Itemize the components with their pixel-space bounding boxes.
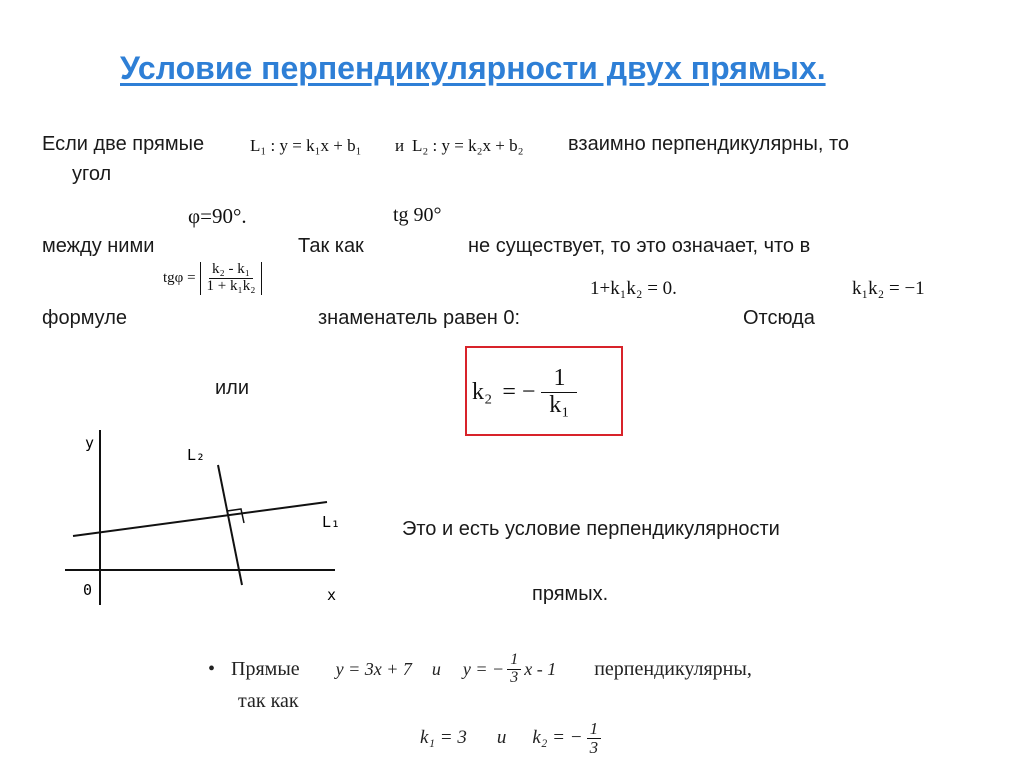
tg-phi-formula: [163, 262, 262, 295]
perpendicular-lines-graph: [55, 425, 355, 610]
result-formula: [472, 352, 577, 432]
example-and: и: [431, 658, 441, 679]
x-label: x: [327, 586, 337, 604]
result-fraction: [541, 366, 577, 417]
example-eq2-suffix: x - 1: [524, 658, 557, 679]
example-eq2-fraction: [507, 652, 521, 687]
bullet-icon: •: [208, 657, 216, 680]
origin-label: 0: [83, 581, 93, 599]
tg90-expression: tg 90°: [393, 204, 442, 226]
result-equals: = −: [502, 378, 536, 405]
tg-numerator: k₂ - k₁: [209, 262, 253, 279]
tg-fraction: [204, 262, 259, 295]
line-L1: [73, 502, 327, 536]
result-denominator: k₁: [549, 391, 570, 418]
angle-word: угол: [72, 163, 112, 185]
example-eq2-den: 3: [510, 668, 519, 686]
example-perpendicular-word: перпендикулярны,: [594, 657, 752, 680]
hence-text: Отсюда: [743, 307, 815, 329]
example-k2-num: 1: [587, 720, 602, 739]
example-k1: k₁ = 3: [420, 727, 467, 749]
example-word-lines: Прямые: [231, 657, 300, 680]
L2-label: L₂: [187, 446, 206, 464]
denominator-text: знаменатель равен 0:: [318, 307, 521, 329]
between-them-text: между ними: [42, 235, 155, 257]
result-lhs: k₂: [472, 378, 493, 405]
or-word: или: [215, 377, 250, 399]
phi-equation: φ=90°.: [188, 204, 247, 228]
example-eq2-prefix: y = −: [462, 658, 505, 679]
abs-value-bars: [200, 262, 263, 295]
equation-L2: L₂ : y = k₂x + b₂: [412, 136, 524, 155]
denominator-zero-equation: 1+k₁k₂ = 0.: [590, 278, 677, 299]
tg-phi-lhs: tgφ =: [163, 269, 196, 286]
since-text: Так как: [298, 235, 364, 257]
y-label: y: [85, 434, 95, 452]
conclusion-line1: Это и есть условие перпендикулярности: [402, 518, 780, 540]
example-k2-den: 3: [589, 737, 599, 757]
example-since: так как: [238, 690, 299, 712]
result-numerator: 1: [541, 366, 577, 392]
and-word: и: [395, 136, 405, 155]
example-row: [208, 652, 752, 687]
example-and2: и: [496, 727, 507, 749]
example-k2-fraction: [587, 720, 602, 757]
formula-word: формуле: [42, 307, 128, 329]
intro-suffix: взаимно перпендикулярны, то: [568, 133, 850, 155]
L1-label: L₁: [322, 513, 341, 531]
example-eq2-num: 1: [507, 652, 521, 670]
line-L2: [218, 465, 242, 585]
tg-denominator: 1 + k₁k₂: [206, 277, 256, 294]
equation-L1: L₁ : y = k₁x + b₁: [250, 136, 362, 155]
conclusion-line2: прямых.: [532, 583, 609, 605]
page-title: Условие перпендикулярности двух прямых.: [120, 50, 826, 86]
example-k2-prefix: k₂ = −: [532, 727, 583, 749]
example-eq1: y = 3x + 7: [335, 658, 412, 679]
example-k-values: [420, 720, 601, 757]
not-exist-text: не существует, то это означает, что в: [468, 235, 811, 257]
intro-text: Если две прямые: [42, 133, 205, 155]
product-minus-one-equation: k₁k₂ = −1: [852, 278, 925, 299]
